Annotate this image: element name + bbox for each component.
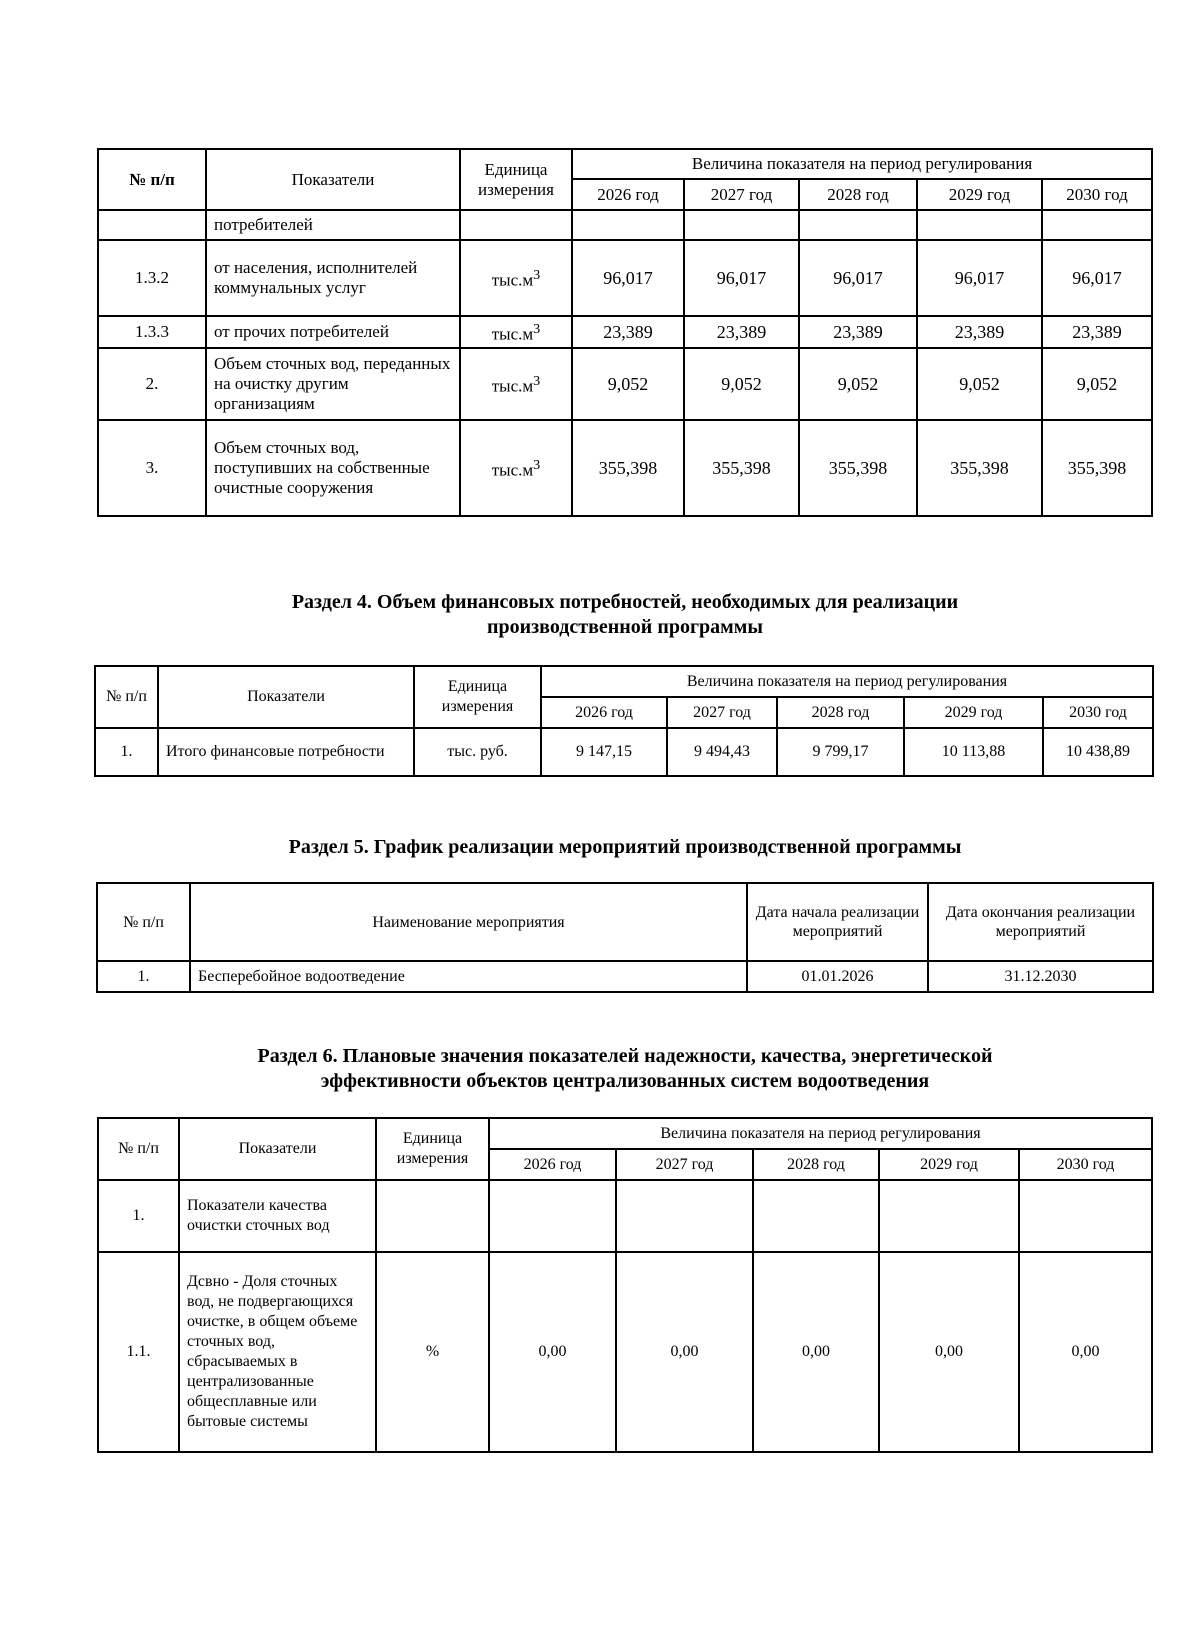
row-value: 355,398 [684, 420, 799, 516]
row-unit: тыс. руб. [414, 728, 541, 776]
row-value: 355,398 [799, 420, 917, 516]
header-indicators: Показатели [179, 1118, 376, 1180]
row-end-date: 31.12.2030 [928, 961, 1153, 992]
header-num: № п/п [98, 149, 206, 210]
row-value: 9,052 [799, 348, 917, 420]
header-year: 2028 год [799, 179, 917, 210]
header-year: 2028 год [777, 697, 904, 728]
section6-title: Раздел 6. Плановые значения показателей надежности, качества, энергетической эффективности объектов централизованных систем водоотведения [257, 1045, 993, 1092]
row-value: 355,398 [1042, 420, 1152, 516]
row-indicator: потребителей [206, 210, 460, 240]
row-value: 9,052 [1042, 348, 1152, 420]
header-year: 2026 год [489, 1149, 616, 1180]
row-num: 2. [98, 348, 206, 420]
header-year: 2030 год [1042, 179, 1152, 210]
row-value: 0,00 [1019, 1252, 1152, 1452]
row-num: 1. [97, 961, 190, 992]
row-value: 9,052 [684, 348, 799, 420]
row-value: 10 438,89 [1043, 728, 1153, 776]
row-value: 23,389 [799, 316, 917, 348]
header-num: № п/п [98, 1118, 179, 1180]
row-indicator: Объем сточных вод, поступивших на собственные очистные сооружения [206, 420, 460, 516]
header-year: 2029 год [904, 697, 1043, 728]
row-value: 9 147,15 [541, 728, 667, 776]
reliability-indicators-table [97, 1117, 1153, 1453]
row-value: 96,017 [684, 240, 799, 316]
row-indicator: от населения, исполнителей коммунальных услуг [206, 240, 460, 316]
header-start-date: Дата начала реализации мероприятий [747, 883, 928, 961]
indicators-table-continued [97, 148, 1153, 517]
row-value [753, 1180, 879, 1252]
table-row [98, 316, 1152, 348]
table-row [98, 1252, 1152, 1452]
header-year: 2027 год [684, 179, 799, 210]
row-num: 1. [95, 728, 158, 776]
table-row [98, 348, 1152, 420]
row-value: 9 799,17 [777, 728, 904, 776]
header-period: Величина показателя на период регулирования [541, 666, 1153, 697]
section5-title: Раздел 5. График реализации мероприятий производственной программы [288, 836, 962, 858]
row-value [684, 210, 799, 240]
row-value: 0,00 [489, 1252, 616, 1452]
row-num: 1. [98, 1180, 179, 1252]
row-value: 96,017 [572, 240, 684, 316]
header-year: 2026 год [572, 179, 684, 210]
row-unit [376, 1180, 489, 1252]
row-unit: $тыс.м^3$ [460, 240, 572, 316]
row-value [879, 1180, 1019, 1252]
header-year: 2027 год [667, 697, 777, 728]
schedule-table [96, 882, 1154, 993]
row-value: 0,00 [616, 1252, 753, 1452]
table-row [97, 961, 1153, 992]
row-start-date: 01.01.2026 [747, 961, 928, 992]
row-unit [460, 210, 572, 240]
row-value: 96,017 [917, 240, 1042, 316]
row-indicator: Дсвно - Доля сточных вод, не подвергающихся очистке, в общем объеме сточных вод, сбрасываемых в централизованные общесплавные или бытовые системы [179, 1252, 376, 1452]
table-row [98, 210, 1152, 240]
row-value: 23,389 [1042, 316, 1152, 348]
section4-title: Раздел 4. Объем финансовых потребностей, необходимых для реализации производственной программы [291, 591, 959, 638]
row-value: 23,389 [572, 316, 684, 348]
header-unit: Единица измерения [376, 1118, 489, 1180]
header-unit: Единица измерения [414, 666, 541, 728]
row-unit: $тыс.м^3$ [460, 348, 572, 420]
row-value: 23,389 [684, 316, 799, 348]
row-value [917, 210, 1042, 240]
row-value: 9,052 [572, 348, 684, 420]
row-value: 96,017 [1042, 240, 1152, 316]
row-value: 355,398 [917, 420, 1042, 516]
header-period: Величина показателя на период регулирования [489, 1118, 1152, 1149]
row-unit: $тыс.м^3$ [460, 316, 572, 348]
table-row [98, 420, 1152, 516]
row-num [98, 210, 206, 240]
header-year: 2030 год [1043, 697, 1153, 728]
row-value: 355,398 [572, 420, 684, 516]
header-indicators: Показатели [158, 666, 414, 728]
row-unit: $тыс.м^3$ [460, 420, 572, 516]
header-year: 2030 год [1019, 1149, 1152, 1180]
row-num: 1.1. [98, 1252, 179, 1452]
financial-needs-table [94, 665, 1154, 777]
row-value [572, 210, 684, 240]
header-period: Величина показателя на период регулирования [572, 149, 1152, 179]
row-value [616, 1180, 753, 1252]
table-row [95, 728, 1153, 776]
row-unit: % [376, 1252, 489, 1452]
header-year: 2027 год [616, 1149, 753, 1180]
row-value [1042, 210, 1152, 240]
row-value [799, 210, 917, 240]
header-num: № п/п [95, 666, 158, 728]
row-value: 0,00 [879, 1252, 1019, 1452]
header-num: № п/п [97, 883, 190, 961]
row-indicator: от прочих потребителей [206, 316, 460, 348]
row-value: 10 113,88 [904, 728, 1043, 776]
header-year: 2029 год [879, 1149, 1019, 1180]
header-indicators: Показатели [206, 149, 460, 210]
row-value: 96,017 [799, 240, 917, 316]
header-unit: Единица измерения [460, 149, 572, 210]
row-value [489, 1180, 616, 1252]
row-num: 1.3.3 [98, 316, 206, 348]
row-num: 3. [98, 420, 206, 516]
header-end-date: Дата окончания реализации мероприятий [928, 883, 1153, 961]
row-value: 23,389 [917, 316, 1042, 348]
header-year: 2029 год [917, 179, 1042, 210]
row-value: 9,052 [917, 348, 1042, 420]
row-value: 9 494,43 [667, 728, 777, 776]
row-value: 0,00 [753, 1252, 879, 1452]
header-year: 2026 год [541, 697, 667, 728]
row-indicator: Показатели качества очистки сточных вод [179, 1180, 376, 1252]
row-indicator: Итого финансовые потребности [158, 728, 414, 776]
row-value [1019, 1180, 1152, 1252]
header-year: 2028 год [753, 1149, 879, 1180]
row-activity: Бесперебойное водоотведение [190, 961, 747, 992]
row-indicator: Объем сточных вод, переданных на очистку другим организациям [206, 348, 460, 420]
table-row [98, 1180, 1152, 1252]
header-activity: Наименование мероприятия [190, 883, 747, 961]
row-num: 1.3.2 [98, 240, 206, 316]
table-row [98, 240, 1152, 316]
